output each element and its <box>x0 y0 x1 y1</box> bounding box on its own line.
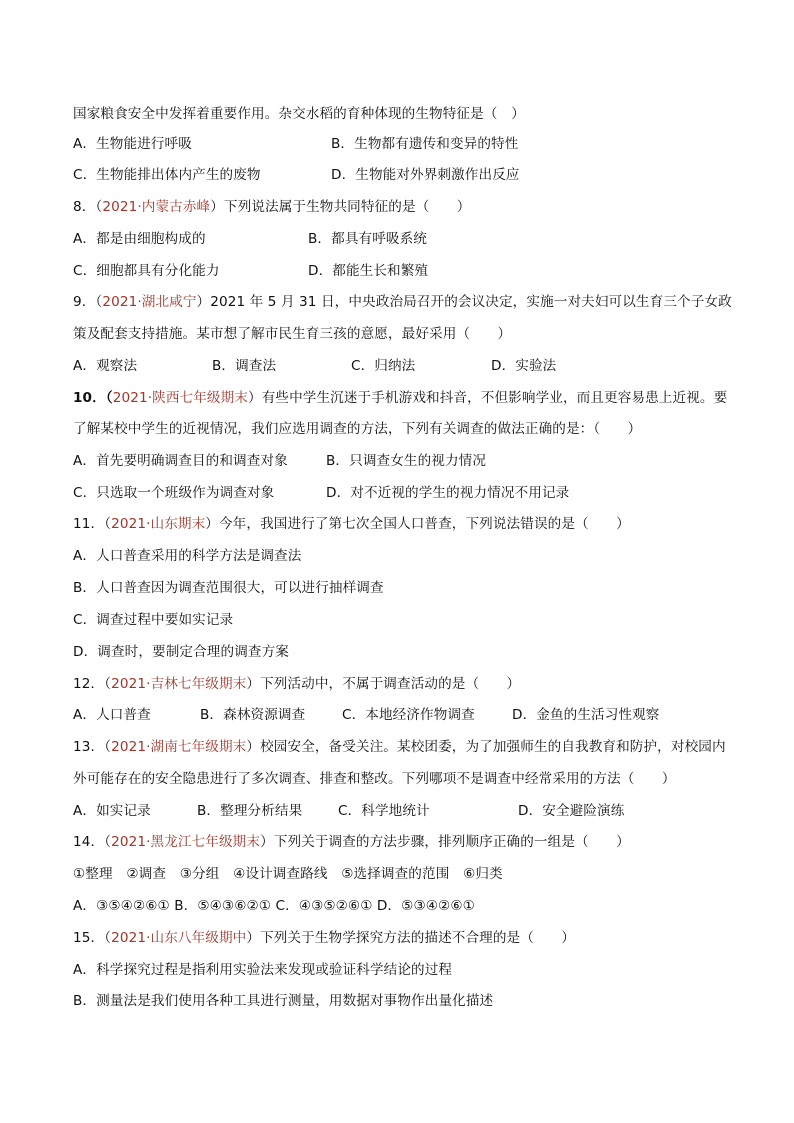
question-11-option-a <box>73 546 302 566</box>
option-d: D．都能生长和繁殖 <box>308 263 429 279</box>
text-line: C．调查过程中要如实记录 <box>73 612 234 628</box>
question-text: ）今年，我国进行了第七次全国人口普查，下列说法错误的是（ ） <box>205 516 630 532</box>
option-d: D．实验法 <box>491 358 557 374</box>
text-line: A．科学探究过程是指利用实验法来发现或验证科学结论的过程 <box>73 962 453 978</box>
option-b: B．整理分析结果 <box>197 803 303 819</box>
question-15-option-a <box>73 960 452 980</box>
question-10-stem-cont <box>73 419 641 439</box>
question-11-stem <box>73 514 630 534</box>
question-15-option-b <box>73 991 493 1011</box>
question-8-stem <box>73 197 470 217</box>
question-source: 2021·湖北咸宁 <box>102 294 197 310</box>
question-source: 2021·黑龙江七年级期末 <box>111 834 261 850</box>
question-number: 14．（ <box>73 834 112 850</box>
text-line: 了解某校中学生的近视情况，我们应选用调查的方法，下列有关调查的做法正确的是：（ ） <box>73 421 642 437</box>
question-number: 10．（ <box>73 390 113 406</box>
question-number: 9．（ <box>73 294 103 310</box>
question-11-option-c <box>73 610 233 630</box>
question-number: 8．（ <box>73 199 103 215</box>
question-number: 15．（ <box>73 930 112 946</box>
text-line: D．调查时，要制定合理的调查方案 <box>73 644 289 660</box>
option-d: D．安全避险演练 <box>518 803 625 819</box>
question-text: ）下列说法属于生物共同特征的是（ ） <box>210 199 471 215</box>
option-a: A．观察法 <box>73 358 138 374</box>
question-source: 2021·陕西七年级期末 <box>112 390 248 406</box>
text-line: A．③⑤④②⑥① B．⑤④③⑥②① C．④③⑤②⑥① D．⑤③④②⑥① <box>73 898 475 914</box>
option-d: D．生物能对外界刺激作出反应 <box>331 167 520 183</box>
question-11-option-b <box>73 578 384 598</box>
text-line: A．人口普查采用的科学方法是调查法 <box>73 548 302 564</box>
question-text: ）校园安全，备受关注。某校团委，为了加强师生的自我教育和防护，对校园内 <box>246 739 726 755</box>
text-line: 外可能存在的安全隐患进行了多次调查、排查和整改。下列哪项不是调查中经常采用的方法（ ） <box>73 771 676 787</box>
question-13-stem <box>73 737 726 757</box>
option-a: A．首先要明确调查目的和调查对象 <box>73 453 288 469</box>
option-a: A．如实记录 <box>73 803 151 819</box>
question-9-stem <box>73 292 732 312</box>
option-b: B．调查法 <box>212 358 277 374</box>
question-7-stem-end <box>73 104 525 124</box>
option-d: D．对不近视的学生的视力情况不用记录 <box>326 485 570 501</box>
option-c: C．生物能排出体内产生的废物 <box>73 167 261 183</box>
question-number: 11．（ <box>73 516 112 532</box>
text-line: B．测量法是我们使用各种工具进行测量，用数据对事物作出量化描述 <box>73 993 494 1009</box>
option-b: B．只调查女生的视力情况 <box>326 453 487 469</box>
question-10-stem <box>73 388 727 408</box>
question-14-stem <box>73 832 630 852</box>
option-a: A．生物能进行呼吸 <box>73 136 192 152</box>
option-a: A．都是由细胞构成的 <box>73 231 206 247</box>
text-line: ①整理 ②调查 ③分组 ④设计调查路线 ⑤选择调查的范围 ⑥归类 <box>73 866 503 882</box>
option-a: A．人口普查 <box>73 707 151 723</box>
question-source: 2021·内蒙古赤峰 <box>102 199 211 215</box>
question-source: 2021·山东八年级期中 <box>111 930 247 946</box>
option-c: C．本地经济作物调查 <box>342 707 475 723</box>
question-number: 12．（ <box>73 676 112 692</box>
option-c: C．科学地统计 <box>338 803 430 819</box>
question-text: ）有些中学生沉迷于手机游戏和抖音，不但影响学业，而且更容易患上近视。要 <box>248 390 728 406</box>
text-line: B．人口普查因为调查范围很大，可以进行抽样调查 <box>73 580 384 596</box>
question-text: ）下列关于调查的方法步骤，排列顺序正确的一组是（ ） <box>260 834 630 850</box>
question-source: 2021·吉林七年级期末 <box>111 676 247 692</box>
option-d: D．金鱼的生活习性观察 <box>512 707 660 723</box>
option-b: B．森林资源调查 <box>200 707 306 723</box>
text-line: 策及配套支持措施。某市想了解市民生育三孩的意愿，最好采用（ ） <box>73 326 512 342</box>
option-c: C．只选取一个班级作为调查对象 <box>73 485 275 501</box>
question-14-options <box>73 896 475 916</box>
question-source: 2021·山东期末 <box>111 516 206 532</box>
question-11-option-d <box>73 642 289 662</box>
option-c: C．归纳法 <box>351 358 416 374</box>
question-number: 13．（ <box>73 739 112 755</box>
question-15-stem <box>73 928 575 948</box>
question-14-steps <box>73 864 503 884</box>
question-12-stem <box>73 674 520 694</box>
question-9-stem-cont <box>73 324 511 344</box>
option-b: B．生物都有遗传和变异的特性 <box>331 136 519 152</box>
question-text: ）下列关于生物学探究方法的描述不合理的是（ ） <box>246 930 576 946</box>
question-13-stem-cont <box>73 769 676 789</box>
question-text: ）2021 年 5 月 31 日，中央政治局召开的会议决定，实施一对夫妇可以生育三个子女政 <box>196 294 732 310</box>
option-b: B．都具有呼吸系统 <box>308 231 427 247</box>
question-text: ）下列活动中，不属于调查活动的是（ ） <box>246 676 521 692</box>
question-source: 2021·湖南七年级期末 <box>111 739 247 755</box>
option-c: C．细胞都具有分化能力 <box>73 263 220 279</box>
text-line: 国家粮食安全中发挥着重要作用。杂交水稻的育种体现的生物特征是（ ） <box>73 106 525 122</box>
